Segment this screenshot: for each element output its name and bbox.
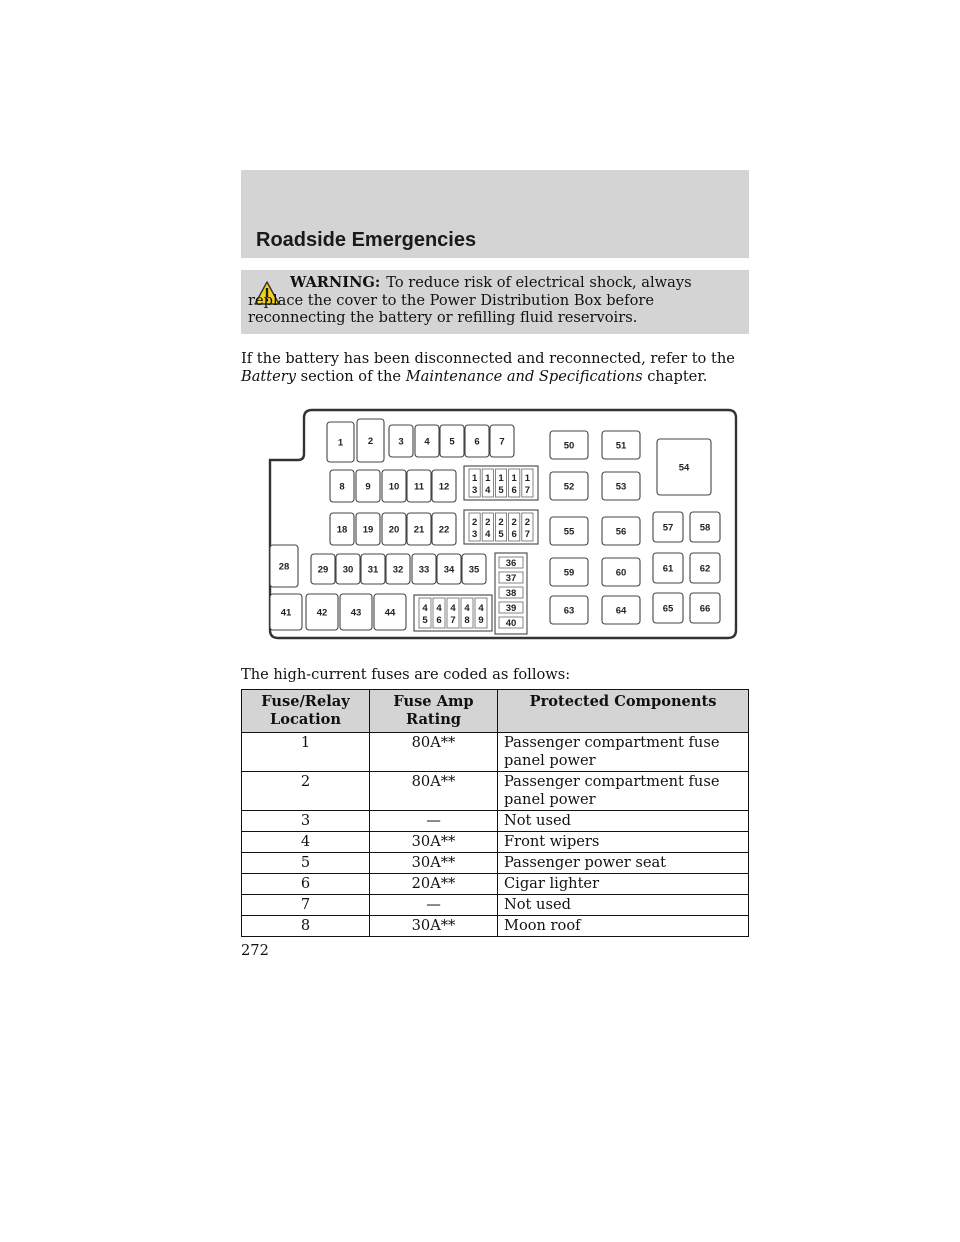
- cell-rating: 30A**: [370, 832, 498, 853]
- fuse-label-digit: 4: [464, 603, 470, 614]
- cell-components: Passenger power seat: [498, 853, 749, 874]
- fuse-label: 30: [342, 564, 354, 576]
- fuse-label: 21: [413, 524, 425, 536]
- cell-rating: —: [370, 811, 498, 832]
- battery-paragraph: [241, 350, 761, 386]
- fuse-label: 2: [367, 436, 374, 447]
- fuse-label: 1: [337, 437, 344, 449]
- fuse-label: 22: [438, 524, 450, 536]
- cell-rating: 30A**: [370, 853, 498, 874]
- fuse-label: 61: [662, 563, 674, 575]
- cell-components: Moon roof: [498, 916, 749, 937]
- cell-rating: 20A**: [370, 874, 498, 895]
- section-title: Roadside Emergencies: [256, 229, 477, 251]
- fuse-label: 32: [392, 564, 404, 576]
- cell-components: Passenger compartment fuse panel power: [498, 733, 749, 772]
- table-row: [242, 895, 749, 916]
- fuse-label-digit: 1: [471, 473, 478, 484]
- fuse-label: 58: [699, 522, 711, 534]
- stacked-fuse-label: 39: [505, 603, 517, 614]
- fuse-label: 53: [615, 481, 627, 493]
- table-row: [242, 916, 749, 937]
- fuse-label-digit: 6: [511, 529, 517, 540]
- fuse-label-digit: 5: [422, 615, 428, 626]
- fuse-label-digit: 6: [436, 615, 442, 626]
- table-intro: The high-current fuses are coded as follows:: [241, 666, 571, 683]
- fuse-label: 42: [316, 607, 328, 619]
- fuse-label: 41: [280, 607, 292, 619]
- fuse-label: 66: [699, 603, 711, 615]
- fuse-label-digit: 8: [464, 615, 470, 626]
- table-row: [242, 733, 749, 772]
- battery-reference: Battery: [241, 368, 297, 385]
- cell-location: 4: [242, 832, 370, 853]
- fuse-label: 4: [424, 436, 430, 448]
- fuse-label-digit: 5: [498, 529, 504, 540]
- fuse-label: 35: [468, 564, 480, 576]
- fuse-label: 31: [367, 564, 379, 576]
- fuse-label: 51: [615, 440, 627, 452]
- cell-components: Front wipers: [498, 832, 749, 853]
- warning-text-block: [248, 274, 744, 327]
- chapter-reference: Maintenance and Specifications: [405, 368, 643, 385]
- fuse-label-digit: 1: [524, 473, 531, 484]
- fuse-label: 52: [563, 481, 575, 493]
- stacked-fuse-label: 36: [505, 558, 517, 569]
- table-row: [242, 853, 749, 874]
- cell-rating: 80A**: [370, 733, 498, 772]
- column-header-location: Fuse/Relay Location: [242, 690, 370, 733]
- fuse-label: 55: [563, 526, 575, 538]
- fuse-label-digit: 1: [511, 473, 517, 484]
- fuse-label-digit: 7: [524, 529, 531, 540]
- stacked-fuse-label: 40: [505, 618, 517, 629]
- cell-components: Not used: [498, 811, 749, 832]
- table-row: [242, 874, 749, 895]
- paragraph-text-3: chapter.: [647, 368, 708, 385]
- fuse-label: 3: [398, 436, 404, 448]
- fuse-label: 8: [339, 481, 345, 493]
- warning-text: To reduce risk of electrical shock, always replace the cover to the Power Distribution Box before reconnecting the battery or refilling fluid reservoirs.: [248, 274, 692, 326]
- cell-location: 1: [242, 733, 370, 772]
- cell-location: 2: [242, 772, 370, 811]
- fuse-label: 5: [449, 436, 455, 448]
- fuse-label-digit: 1: [485, 473, 491, 484]
- fuse-label-digit: 2: [511, 517, 517, 528]
- fuse-label: 9: [365, 481, 371, 493]
- paragraph-text-2: section of the: [300, 368, 402, 385]
- cell-location: 3: [242, 811, 370, 832]
- fuse-label-digit: 2: [485, 517, 491, 528]
- column-header-rating: Fuse Amp Rating: [370, 690, 498, 733]
- fuse-label: 33: [418, 564, 430, 576]
- fuse-label: 65: [662, 603, 674, 615]
- fuse-label: 18: [336, 524, 348, 536]
- fuse-label-digit: 5: [498, 485, 504, 496]
- fuse-label: 34: [443, 564, 455, 576]
- column-header-components: Protected Components: [498, 690, 749, 733]
- fuse-label: 62: [699, 563, 711, 575]
- stacked-fuse-label: 38: [505, 588, 517, 599]
- cell-location: 7: [242, 895, 370, 916]
- page-number: 272: [241, 942, 269, 959]
- fuse-label-digit: 4: [450, 603, 456, 614]
- table-row: [242, 811, 749, 832]
- paragraph-text-1: If the battery has been disconnected and reconnected, refer to the: [241, 350, 735, 367]
- warning-label: WARNING:: [290, 274, 381, 291]
- table-row: [242, 832, 749, 853]
- stacked-fuse-label: 37: [505, 573, 517, 584]
- fuse-label: 28: [278, 561, 290, 573]
- fuse-table: [241, 689, 749, 937]
- fuse-label: 10: [388, 481, 400, 493]
- fuse-label-digit: 9: [478, 615, 484, 626]
- fuse-box-diagram: [250, 408, 740, 642]
- fuse-label: 57: [662, 522, 674, 534]
- fuse-label: 19: [362, 524, 374, 536]
- cell-location: 6: [242, 874, 370, 895]
- fuse-label: 12: [438, 481, 450, 493]
- fuse-label: 64: [615, 605, 627, 617]
- fuse-label-digit: 7: [524, 485, 531, 496]
- table-row: [242, 772, 749, 811]
- cell-rating: 80A**: [370, 772, 498, 811]
- fuse-label: 59: [563, 567, 575, 579]
- fuse-label: 63: [563, 605, 575, 617]
- fuse-label-digit: 1: [498, 473, 504, 484]
- cell-rating: —: [370, 895, 498, 916]
- fuse-label: 44: [384, 607, 396, 619]
- cell-components: Passenger compartment fuse panel power: [498, 772, 749, 811]
- fuse-label: 60: [615, 567, 627, 579]
- fuse-label-digit: 4: [478, 603, 484, 614]
- cell-components: Not used: [498, 895, 749, 916]
- fuse-label-digit: 4: [422, 603, 428, 614]
- fuse-label: 29: [317, 564, 329, 576]
- fuse-label-digit: 4: [436, 603, 442, 614]
- cell-location: 5: [242, 853, 370, 874]
- fuse-label: 56: [615, 526, 627, 538]
- fuse-label: 54: [678, 462, 690, 474]
- fuse-label-digit: 2: [498, 517, 504, 528]
- fuse-label-digit: 7: [450, 615, 456, 626]
- cell-rating: 30A**: [370, 916, 498, 937]
- fuse-label: 11: [413, 481, 425, 493]
- fuse-label-digit: 3: [471, 529, 478, 540]
- fuse-label-digit: 3: [471, 485, 478, 496]
- table-header-row: [242, 690, 749, 733]
- fuse-label-digit: 4: [485, 529, 491, 540]
- fuse-label-digit: 6: [511, 485, 517, 496]
- fuse-label: 6: [474, 436, 480, 448]
- cell-location: 8: [242, 916, 370, 937]
- fuse-label: 20: [388, 524, 400, 536]
- cell-components: Cigar lighter: [498, 874, 749, 895]
- fuse-label: 7: [499, 436, 505, 448]
- fuse-label: 50: [563, 440, 575, 452]
- fuse-label: 43: [350, 607, 362, 619]
- fuse-label-digit: 2: [524, 517, 531, 528]
- fuse-label-digit: 2: [471, 517, 478, 528]
- fuse-label-digit: 4: [485, 485, 491, 496]
